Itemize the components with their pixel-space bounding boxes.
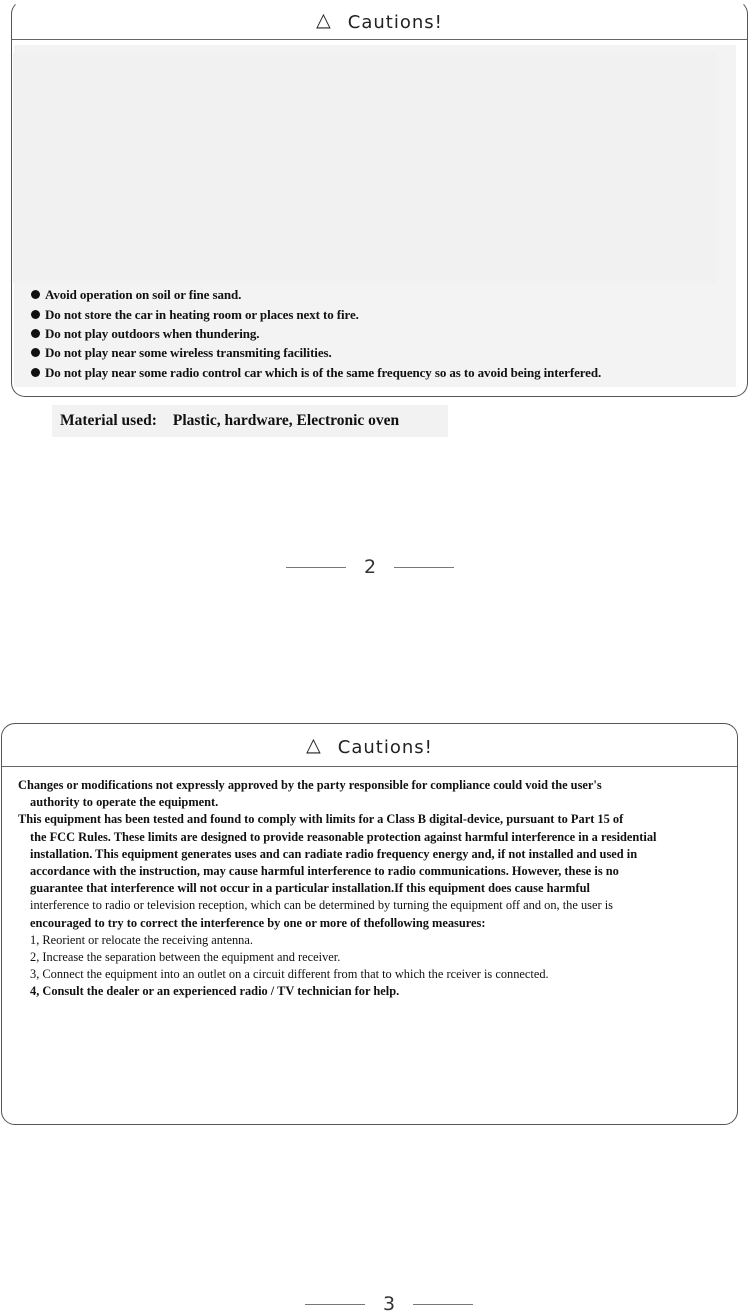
header-divider — [12, 39, 747, 40]
page-number: 3 — [383, 1293, 396, 1315]
warning-triangle-icon: △ — [316, 9, 332, 31]
fcc-line: interference to radio or television reception, which can be determined by turning the equipment off and on, the user is — [30, 898, 613, 913]
caution-item: Do not play outdoors when thundering. — [31, 326, 259, 342]
cautions-header — [12, 11, 747, 33]
page-rule-right — [413, 1304, 473, 1305]
cautions-title: Cautions! — [347, 12, 443, 33]
page-rule-left — [305, 1304, 365, 1305]
fcc-item: This equipment has been tested and found to comply with limits for a Class B digital-device, pursuant to Part 15 of — [18, 812, 624, 827]
fcc-line: installation. This equipment generates uses and can radiate radio frequency energy and, if not installed and used in — [30, 846, 638, 861]
material-line — [52, 405, 448, 437]
warning-triangle-icon: △ — [306, 734, 322, 756]
fcc-line: 3, Connect the equipment into an outlet on a circuit different from that to which the rceiver is connected. — [30, 967, 549, 982]
fcc-line: guarantee that interference will not occur in a particular installation.If this equipment does cause harmful — [30, 881, 590, 896]
material-label: Material used: — [60, 412, 157, 429]
fcc-text-area — [13, 53, 716, 283]
caution-item: Do not play near some radio control car which is of the same frequency so as to avoid being interfered. — [31, 365, 601, 381]
fcc-line: the FCC Rules. These limits are designed to provide reasonable protection against harmful interference in a residential — [30, 829, 657, 844]
caution-item: Do not store the car in heating room or places next to fire. — [31, 307, 359, 323]
material-value: Plastic, hardware, Electronic oven — [172, 412, 400, 429]
fcc-line: accordance with the instruction, may cause harmful interference to radio communications. However, these is no — [30, 864, 619, 878]
caution-item: Avoid operation on soil or fine sand. — [31, 287, 241, 303]
page-rule-right — [394, 567, 454, 568]
page-number-2 — [286, 556, 454, 578]
fcc-line: 4, Consult the dealer or an experienced radio / TV technician for help. — [30, 984, 400, 999]
fcc-item: Changes or modifications not expressly approved by the party responsible for compliance could void the user's — [18, 778, 602, 792]
header-divider — [2, 766, 737, 767]
fcc-line: 2, Increase the separation between the equipment and receiver. — [30, 950, 341, 964]
fcc-line: 1, Reorient or relocate the receiving antenna. — [30, 932, 253, 947]
fcc-line: authority to operate the equipment. — [30, 795, 219, 810]
page-number: 2 — [364, 556, 377, 578]
cautions-title: Cautions! — [337, 737, 433, 758]
page-rule-left — [286, 567, 346, 568]
fcc-line: encouraged to try to correct the interference by one or more of thefollowing measures: — [30, 915, 486, 930]
cautions-header — [2, 736, 737, 758]
caution-item: Do not play near some wireless transmiting facilities. — [31, 345, 332, 361]
page-number-3 — [305, 1293, 473, 1315]
